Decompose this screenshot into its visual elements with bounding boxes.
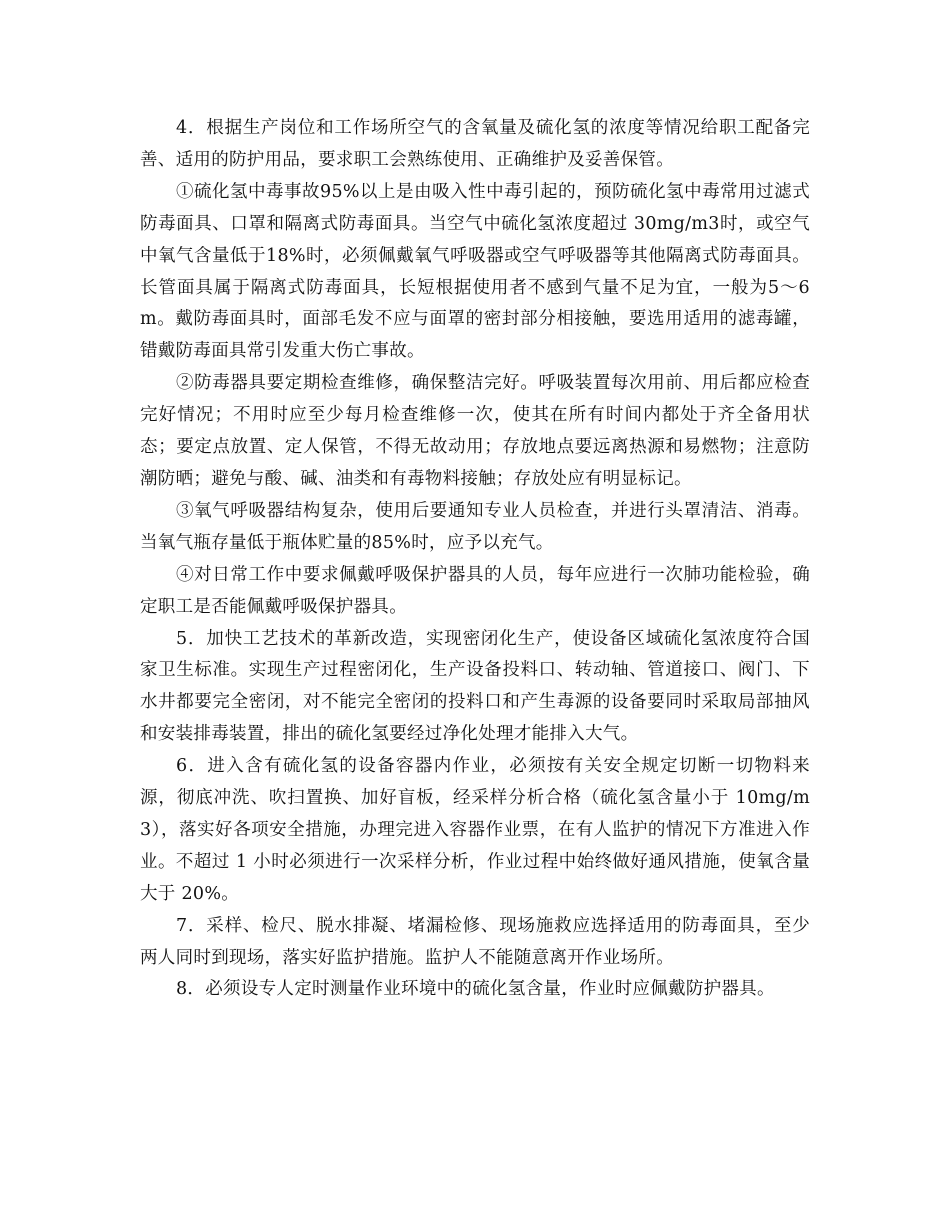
paragraph-item-6: 6．进入含有硫化氢的设备容器内作业，必须按有关安全规定切断一切物料来源，彻底冲洗、吹扫置换、加好盲板，经采样分析合格（硫化氢含量小于 10mg/m3），落实好各项安全措施，办理完进入容器作业票，在有人监护的情况下方准进入作业。不超过 1 小时必须进行一次采样分析，作业过程中始终做好通风措施，使氧含量大于 20%。 <box>140 756 810 904</box>
paragraph-item-4: 4．根据生产岗位和工作场所空气的含氧量及硫化氢的浓度等情况给职工配备完善、适用的防护用品，要求职工会熟练使用、正确维护及妥善保管。 <box>140 118 810 170</box>
paragraph-item-8: 8．必须设专人定时测量作业环境中的硫化氢含量，作业时应佩戴防护器具。 <box>176 979 775 1000</box>
paragraph-item-5: 5．加快工艺技术的革新改造，实现密闭化生产，使设备区域硫化氢浓度符合国家卫生标准。实现生产过程密闭化，生产设备投料口、转动轴、管道接口、阀门、下水井都要完全密闭，对不能完全密闭的投料口和产生毒源的设备要同时采取局部抽风和安装排毒装置，排出的硫化氢要经过净化处理才能排入大气。 <box>140 628 810 745</box>
paragraph-subitem-1: ①硫化氢中毒事故95%以上是由吸入性中毒引起的，预防硫化氢中毒常用过滤式防毒面具、口罩和隔离式防毒面具。当空气中硫化氢浓度超过 30mg/m3时，或空气中氧气含量低于18%时，必须佩戴氧气呼吸器或空气呼吸器等其他隔离式防毒面具。长管面具属于隔离式防毒面具，长短根据使用者不感到气量不足为宜，一般为5～6m。戴防毒面具时，面部毛发不应与面罩的密封部分相接触，要选用适用的滤毒罐，错戴防毒面具常引发重大伤亡事故。 <box>140 181 810 362</box>
paragraph-subitem-2: ②防毒器具要定期检查维修，确保整洁完好。呼吸装置每次用前、用后都应检查完好情况；不用时应至少每月检查维修一次，使其在所有时间内都处于齐全备用状态；要定点放置、定人保管，不得无故动用；存放地点要远离热源和易燃物；注意防潮防晒；避免与酸、碱、油类和有毒物料接触；存放处应有明显标记。 <box>140 373 810 489</box>
document-body <box>140 113 810 1006</box>
paragraph-subitem-4: ④对日常工作中要求佩戴呼吸保护器具的人员，每年应进行一次肺功能检验，确定职工是否能佩戴呼吸保护器具。 <box>140 564 810 617</box>
paragraph-subitem-3: ③氧气呼吸器结构复杂，使用后要通知专业人员检查，并进行头罩清洁、消毒。当氧气瓶存量低于瓶体贮量的85%时，应予以充气。 <box>140 500 810 553</box>
paragraph-item-7: 7．采样、检尺、脱水排凝、堵漏检修、现场施救应选择适用的防毒面具，至少两人同时到现场，落实好监护措施。监护人不能随意离开作业场所。 <box>140 915 810 968</box>
